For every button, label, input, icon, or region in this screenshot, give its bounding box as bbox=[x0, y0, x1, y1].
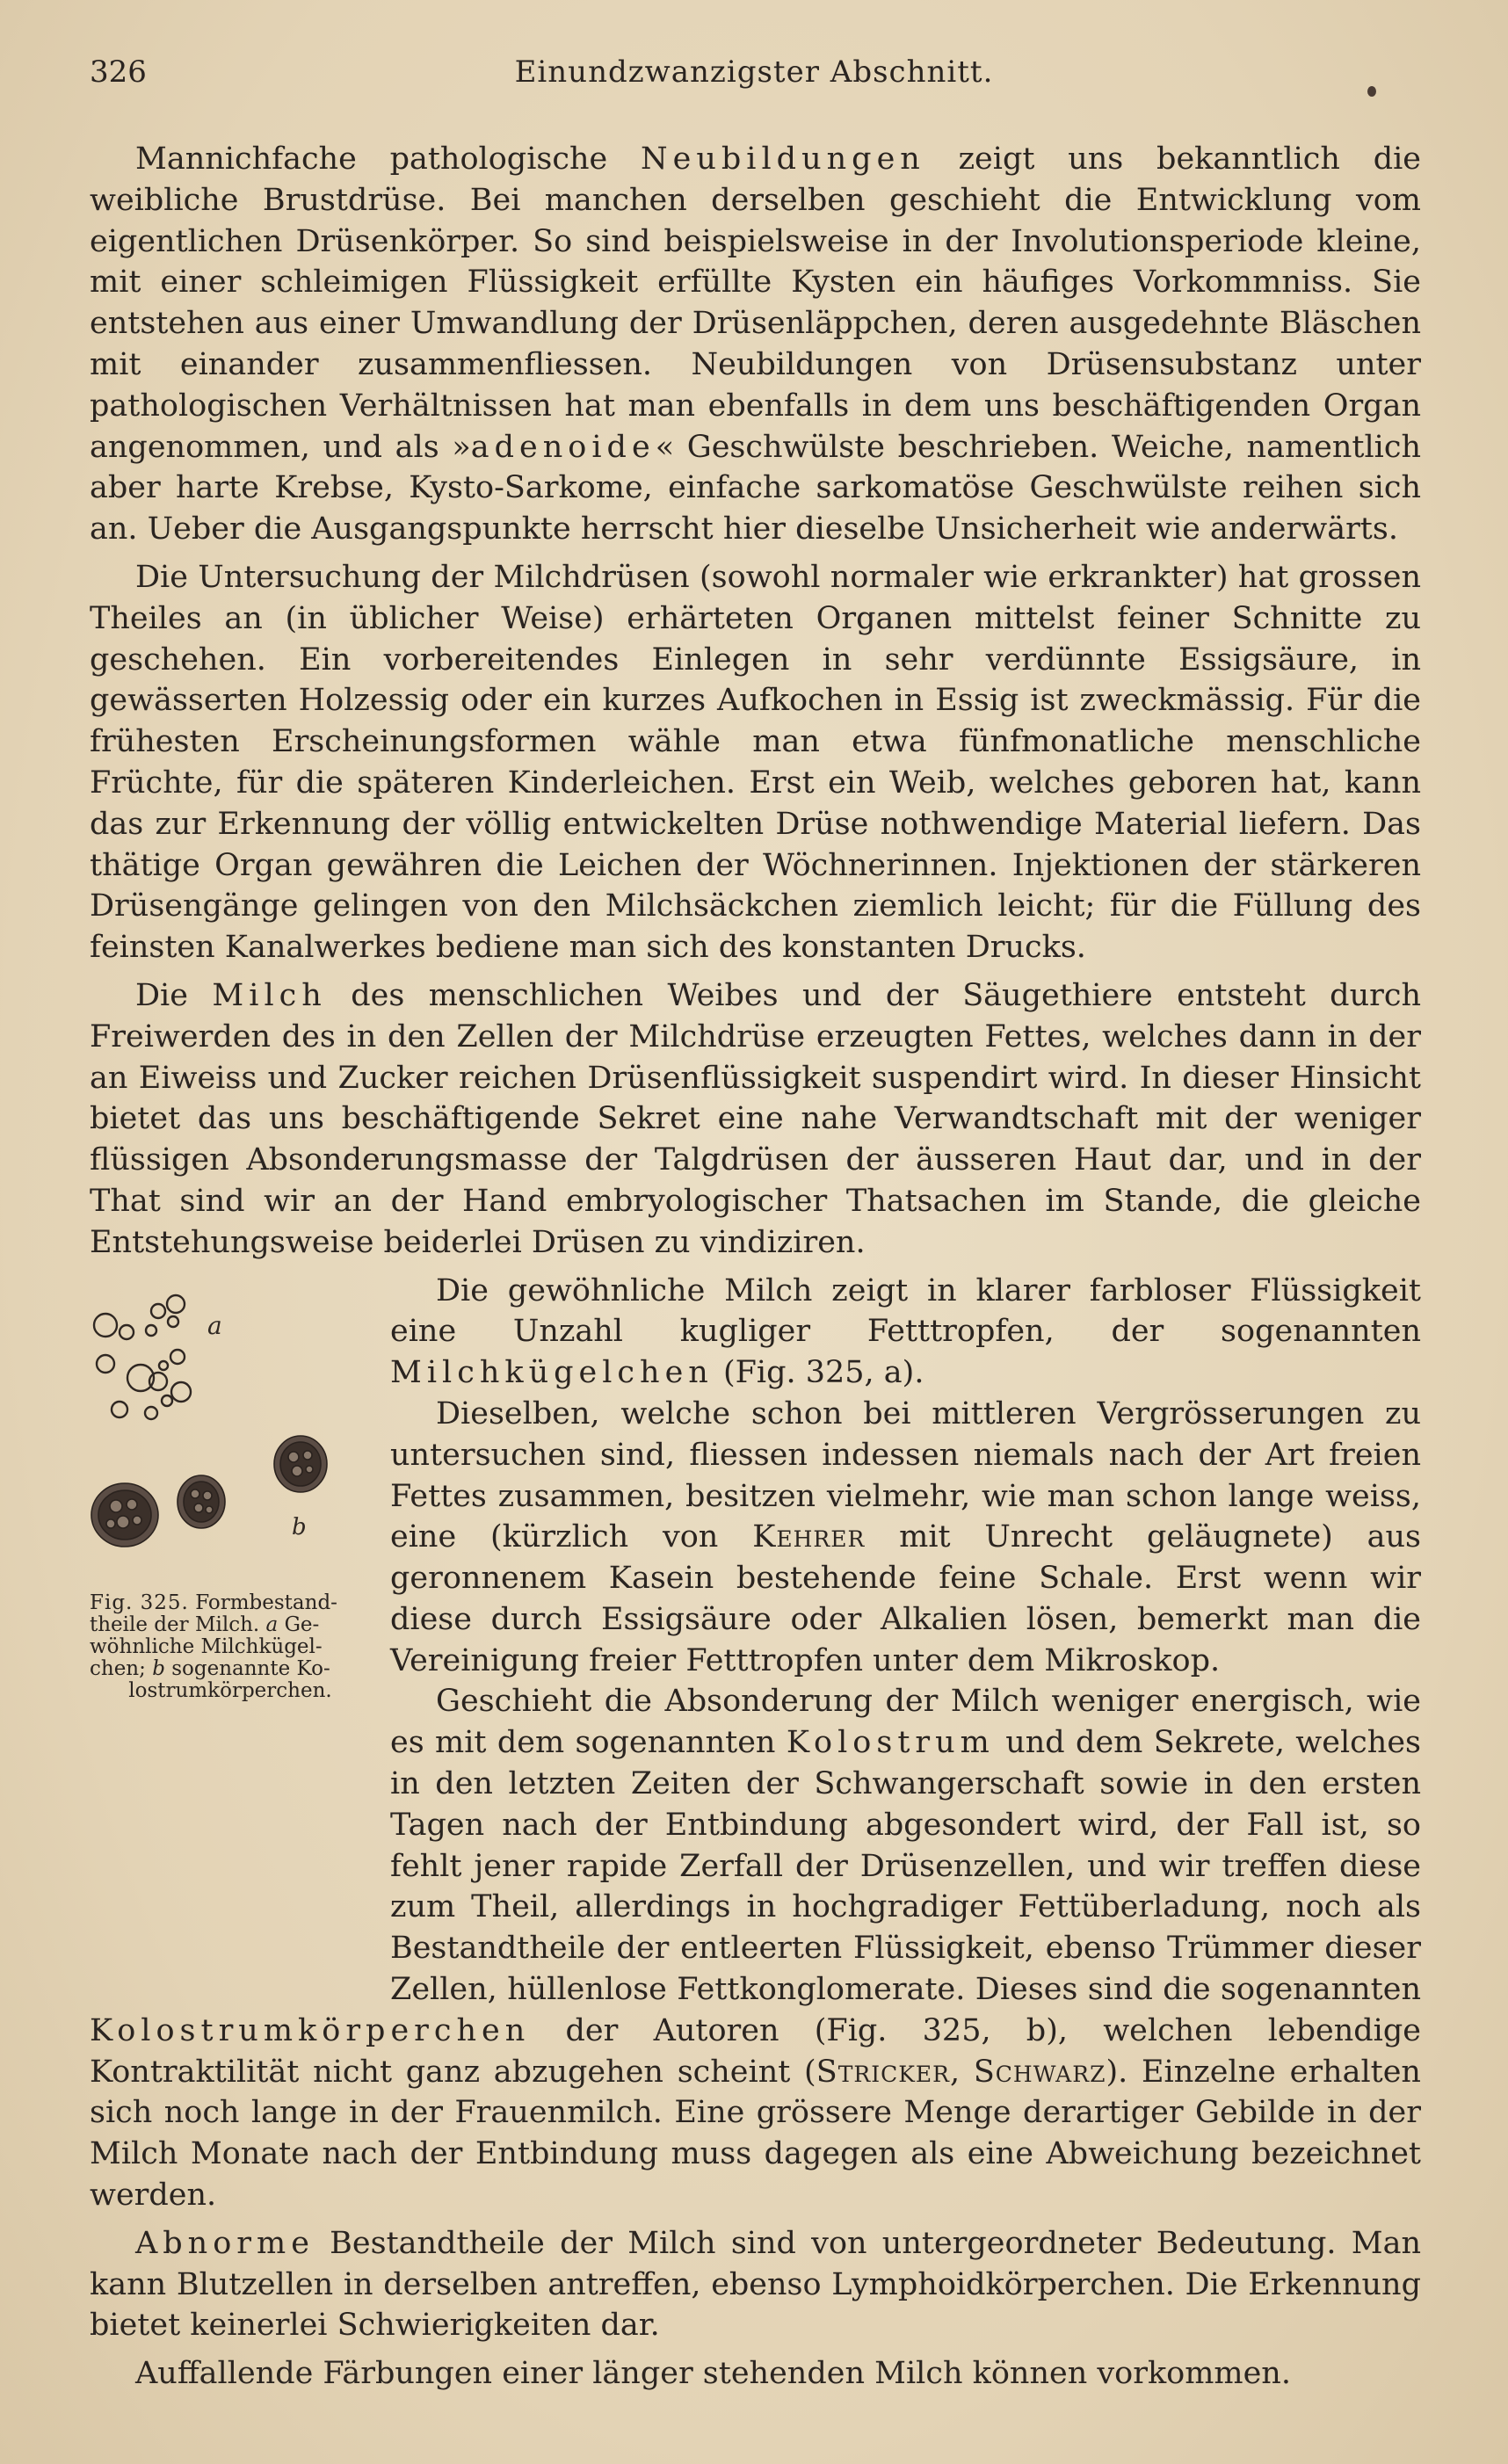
paragraph-milch: Die Milch des menschlichen Weibes und der Säugethiere entsteht durch Freiwerden des in den Zellen der Milchdrüse erzeugten Fettes, welches dann in der an Eiweiss und Zucker reichen Drüsenflüssigkeit suspendirt wird. In dieser Hinsicht bietet das uns beschäftigende Sekret eine nahe Verwandtschaft mit der weniger flüssigen Absonderungsmasse der Talgdrüsen der äusseren Haut dar, und in der That sind wir an der Hand embryologischer Thatsachen im Stande, die gleiche Entstehungsweise beiderlei Drüsen zu vindiziren. bbox=[90, 977, 1422, 1260]
ink-speck bbox=[1367, 86, 1376, 97]
figure-caption: Fig. 325. Formbestand- theile der Milch. a Ge- wöhnliche Milchkügel- chen; b sogenannte Ko- lostrumkörperchen. bbox=[90, 1591, 337, 1702]
paragraph-faerbungen: Auffallende Färbungen einer länger stehenden Milch können vorkommen. bbox=[135, 2356, 1291, 2392]
running-title: Einundzwanzigster Abschnitt. bbox=[514, 54, 994, 90]
page-header bbox=[90, 54, 1418, 98]
paragraph-neubildungen: Mannichfache pathologische Neubildungen zeigt uns bekanntlich die weibliche Brustdrüse. Bei manchen derselben geschieht die Entwicklung vom eigentlichen Drüsenkörper. So sind beispielsweise in der Involutionsperiode kleine, mit einer schleimigen Flüssigkeit erfüllte Kysten ein häufiges Vorkommniss. Sie entstehen aus einer Umwandlung der Drüsenläppchen, deren ausgedehnte Bläschen mit einander zusammenfliessen. Neubildungen von Drüsensubstanz unter pathologischen Verhältnissen hat man ebenfalls in dem uns beschäftigenden Organ angenommen, und als »adenoide« Geschwülste beschrieben. Weiche, namentlich aber harte Krebse, Kysto-Sarkome, einfache sarkomatöse Geschwülste reihen sich an. Ueber die Ausgangspunkte herrscht hier dieselbe Unsicherheit wie anderwärts. bbox=[90, 141, 1421, 547]
milk-globules-illustration bbox=[90, 1269, 380, 1585]
figure-325 bbox=[90, 1269, 380, 1989]
paragraph-schale: Dieselben, welche schon bei mittleren Vergrösserungen zu untersuchen sind, fliessen indessen niemals nach der Art freien Fettes zusammen, besitzen vielmehr, wie man schon lange weiss, eine (kürzlich von Kehrer mit Unrecht geläugnete) aus geronnenem Kasein bestehende feine Schale. Erst wenn wir diese durch Essigsäure oder Alkalien lösen, bemerkt man die Vereinigung freier Fetttropfen unter dem Mikroskop. bbox=[390, 1395, 1421, 1678]
figure-label-a: a bbox=[207, 1310, 222, 1340]
paragraph-milchkuegelchen: Die gewöhnliche Milch zeigt in klarer farbloser Flüssigkeit eine Unzahl kugliger Fetttropfen, der sogenannten Milchkügelchen (Fig. 325, a). bbox=[390, 1272, 1421, 1391]
paragraph-untersuchung: Die Untersuchung der Milchdrüsen (sowohl normaler wie erkrankter) hat grossen Theiles an (in üblicher Weise) erhärteten Organen mittelst feiner Schnitte zu geschehen. Ein vorbereitendes Einlegen in sehr verdünnte Essigsäure, in gewässerten Holzessig oder ein kurzes Aufkochen in Essig ist zweckmässig. Für die frühesten Erscheinungsformen wähle man etwa fünfmonatliche menschliche Früchte, für die späteren Kinderleichen. Erst ein Weib, welches geboren hat, kann das zur Erkennung der völlig entwickelten Drüse nothwendige Material liefern. Das thätige Organ gewähren die Leichen der Wöchnerinnen. Injektionen der stärkeren Drüsengänge gelingen von den Milchsäckchen ziemlich leicht; für die Füllung des feinsten Kanalwerkes bediene man sich des konstanten Drucks. bbox=[90, 559, 1421, 966]
paragraph-abnorme: Abnorme Bestandtheile der Milch sind von untergeordneter Bedeutung. Man kann Blutzellen in derselben antreffen, ebenso Lymphoidkörperchen. Die Erkennung bietet keinerlei Schwierigkeiten dar. bbox=[90, 2225, 1421, 2344]
paragraph-kolostrum: Geschieht die Absonderung der Milch weniger energisch, wie es mit dem sogenannten Kolostrum und dem Sekrete, welches in den letzten Zeiten der Schwangerschaft sowie in den ersten Tagen nach der Entbindung abgesondert wird, der Fall ist, so fehlt jener rapide Zerfall der Drüsenzellen, und wir treffen diese zum Theil, allerdings in hochgradiger Fettüberladung, noch als Bestandtheile der entleerten Flüssigkeit, ebenso Trümmer dieser Zellen, hüllenlose Fettkonglomerate. Dieses sind die sogenannten Kolostrumkörperchen der Autoren (Fig. 325, b), welchen lebendige Kontraktilität nicht ganz abzugehen scheint (Stricker, Schwarz). Einzelne erhalten sich noch lange in der Frauenmilch. Eine grössere Menge derartiger Gebilde in der Milch Monate nach der Entbindung muss dagegen als eine Abweichung bezeichnet werden. bbox=[90, 1684, 1421, 2214]
figure-label-b: b bbox=[292, 1513, 307, 1540]
main-text bbox=[90, 139, 1421, 2395]
page-number: 326 bbox=[90, 54, 147, 90]
